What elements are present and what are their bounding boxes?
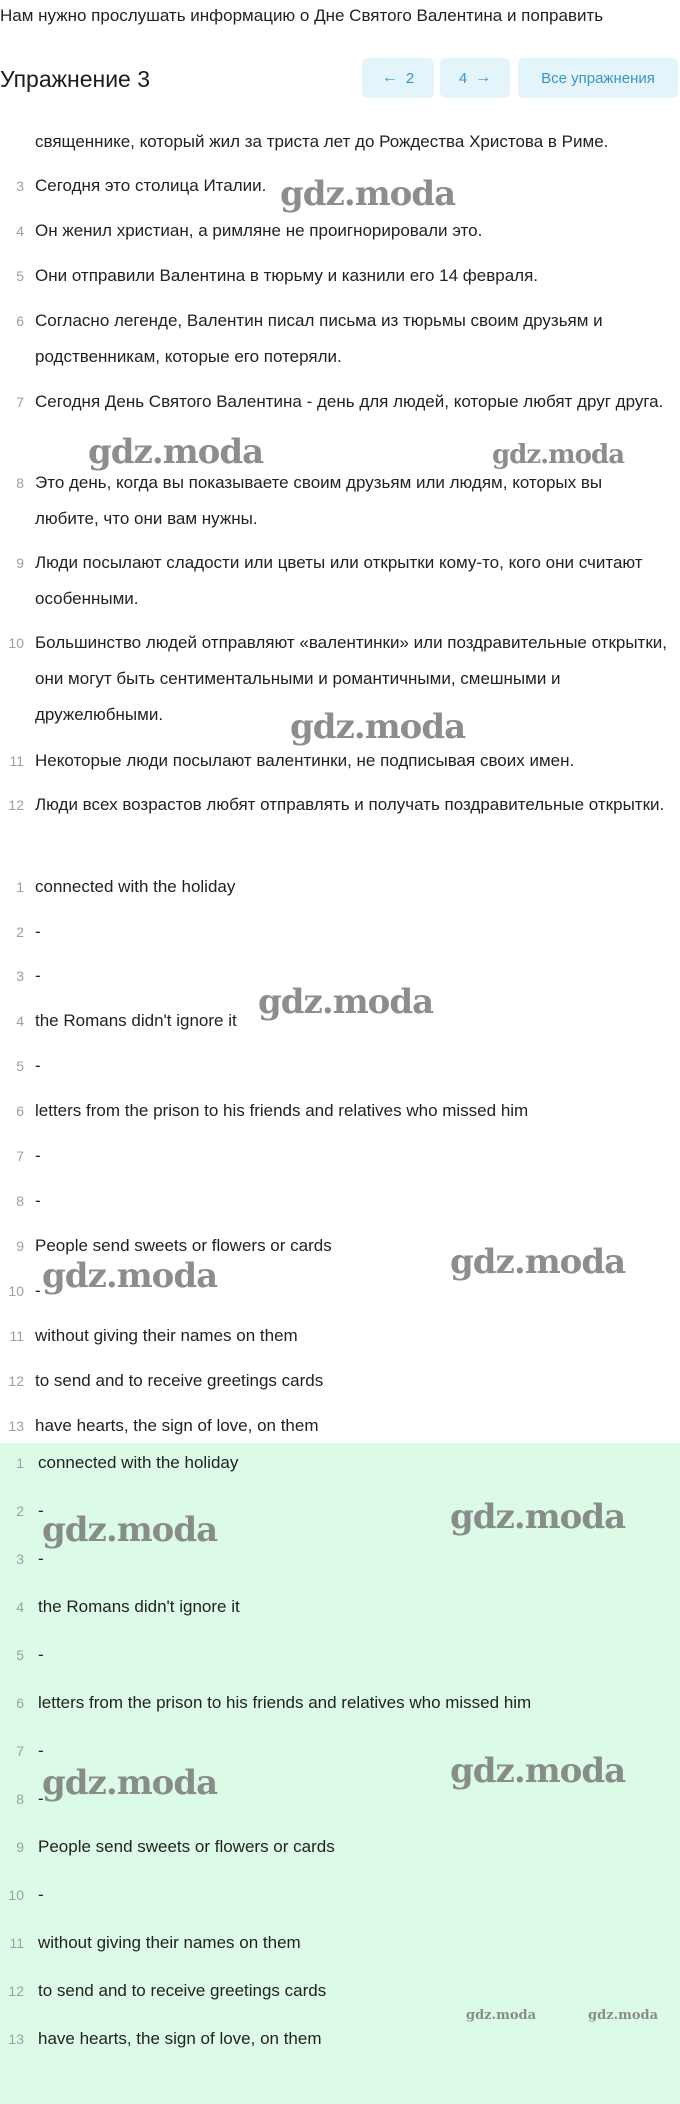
- list-item-number: 5: [16, 268, 24, 284]
- list-item-text: -: [35, 922, 41, 941]
- list-item-text: to send and to receive greetings cards: [35, 1371, 324, 1390]
- list-item-number: 6: [16, 313, 24, 329]
- list-item-text: -: [38, 1885, 44, 1904]
- list-item-text: Это день, когда вы показываете своим друзьям или людям, которых вы любите, что они вам нужны.: [35, 473, 603, 528]
- list-item-number: 5: [16, 1058, 24, 1074]
- list-item-number: 3: [16, 178, 24, 194]
- list-item-text: Они отправили Валентина в тюрьму и казнили его 14 февраля.: [35, 266, 539, 285]
- list-item-text: -: [38, 1645, 44, 1664]
- list-item-text: People send sweets or flowers or cards: [38, 1837, 335, 1856]
- list-item-text: without giving their names on them: [35, 1326, 298, 1345]
- watermark: gdz.moda: [42, 1763, 218, 1803]
- list-item-number: 9: [16, 555, 24, 571]
- list-item-number: 13: [8, 2031, 24, 2047]
- next-exercise-label: 4: [458, 69, 468, 87]
- watermark: gdz.moda: [290, 707, 466, 747]
- list-item-number: 11: [9, 753, 24, 769]
- prev-exercise-label: 2: [405, 69, 415, 87]
- list-item-number: 4: [16, 1013, 24, 1029]
- list-item-number: 9: [16, 1839, 24, 1855]
- watermark: gdz.moda: [258, 982, 434, 1022]
- list-item-text: have hearts, the sign of love, on them: [35, 1416, 319, 1435]
- watermark: gdz.moda: [492, 440, 625, 470]
- list-item-number: 2: [16, 1503, 24, 1519]
- list-item-number: 6: [16, 1695, 24, 1711]
- list-item-number: 7: [16, 1743, 24, 1759]
- list-item-text: have hearts, the sign of love, on them: [38, 2029, 322, 2048]
- list-item-text: Некоторые люди посылают валентинки, не подписывая своих имен.: [35, 751, 575, 770]
- intro-text: Нам нужно прослушать информацию о Дне Святого Валентина и поправить: [0, 6, 604, 25]
- list-item-number: 10: [8, 1283, 24, 1299]
- list-item-number: 13: [8, 1418, 24, 1434]
- list-item-text: Люди всех возрастов любят отправлять и получать поздравительные открытки.: [35, 795, 665, 814]
- list-item-number: 2: [16, 924, 24, 940]
- list-item-text: the Romans didn't ignore it: [35, 1011, 237, 1030]
- page-title: Упражнение 3: [0, 66, 151, 92]
- list-item-text: -: [38, 1789, 44, 1808]
- list-item-number: 8: [16, 1791, 24, 1807]
- list-item-text: Сегодня это столица Италии.: [35, 176, 267, 195]
- list-item-number: 5: [16, 1647, 24, 1663]
- next-exercise-button[interactable]: [440, 58, 510, 98]
- list-item-text: connected with the holiday: [35, 877, 236, 896]
- watermark: gdz.moda: [42, 1510, 218, 1550]
- list-item-text: the Romans didn't ignore it: [38, 1597, 240, 1616]
- watermark: gdz.moda: [88, 432, 264, 472]
- list-item-number: 1: [16, 1455, 24, 1471]
- list-item-text: -: [38, 1549, 44, 1568]
- watermark: gdz.moda: [280, 174, 456, 214]
- list-item-text: -: [38, 1501, 44, 1520]
- list-item-number: 11: [9, 1328, 24, 1344]
- list-item-number: 10: [8, 635, 24, 651]
- list-item-text: Он женил христиан, а римляне не проигнорировали это.: [35, 221, 483, 240]
- list-item-number: 1: [16, 879, 24, 895]
- arrow-right-icon: →: [475, 69, 492, 86]
- watermark: gdz.moda: [450, 1751, 626, 1791]
- list-item-text: without giving their names on them: [38, 1933, 301, 1952]
- list-item-number: 10: [8, 1887, 24, 1903]
- list-item-number: 7: [16, 1148, 24, 1164]
- list-item-text: Большинство людей отправляют «валентинки» или поздравительные открытки, они могут быть сентиментальными и романтичными, смешными и дружелюбными.: [35, 633, 668, 724]
- watermark: gdz.moda: [466, 2008, 537, 2023]
- list-item-text: letters from the prison to his friends and relatives who missed him: [38, 1693, 532, 1712]
- all-exercises-label: Все упражнения: [541, 69, 655, 87]
- all-exercises-button[interactable]: [518, 58, 678, 98]
- list-item-number: 3: [16, 968, 24, 984]
- list-item-text: -: [35, 1146, 41, 1165]
- list-item-number: 4: [16, 1599, 24, 1615]
- list-item-text: letters from the prison to his friends and relatives who missed him: [35, 1101, 529, 1120]
- list-item-number: 8: [16, 1193, 24, 1209]
- list-item-number: 12: [8, 1373, 24, 1389]
- list-item-number: 8: [16, 475, 24, 491]
- list-item-text: -: [35, 1056, 41, 1075]
- prev-exercise-button[interactable]: [362, 58, 434, 98]
- list-item-text: -: [35, 1191, 41, 1210]
- list-item-number: 4: [16, 223, 24, 239]
- list-item-number: 11: [9, 1935, 24, 1951]
- list-item-text: connected with the holiday: [38, 1453, 239, 1472]
- list-item-number: 9: [16, 1238, 24, 1254]
- list-item-number: 12: [8, 1983, 24, 1999]
- list-item-number: 6: [16, 1103, 24, 1119]
- list-item-text: Сегодня День Святого Валентина - день для людей, которые любят друг друга.: [35, 392, 664, 411]
- list-item-text: священнике, который жил за триста лет до Рождества Христова в Риме.: [35, 132, 609, 151]
- watermark: gdz.moda: [588, 2008, 659, 2023]
- list-item-text: -: [35, 966, 41, 985]
- arrow-left-icon: ←: [381, 69, 398, 86]
- watermark: gdz.moda: [450, 1497, 626, 1537]
- list-item-number: 12: [8, 797, 24, 813]
- list-item-number: 7: [16, 394, 24, 410]
- watermark: gdz.moda: [42, 1256, 218, 1296]
- list-item-number: 3: [16, 1551, 24, 1567]
- list-item-text: Люди посылают сладости или цветы или открытки кому-то, кого они считают особенными.: [35, 553, 643, 608]
- exercise-header: [0, 58, 680, 102]
- list-item-text: -: [35, 1281, 41, 1300]
- list-item-text: People send sweets or flowers or cards: [35, 1236, 332, 1255]
- watermark: gdz.moda: [450, 1242, 626, 1282]
- list-item-text: -: [38, 1741, 44, 1760]
- list-item-text: Согласно легенде, Валентин писал письма из тюрьмы своим друзьям и родственникам, которые его потеряли.: [35, 311, 603, 366]
- list-item-text: to send and to receive greetings cards: [38, 1981, 327, 2000]
